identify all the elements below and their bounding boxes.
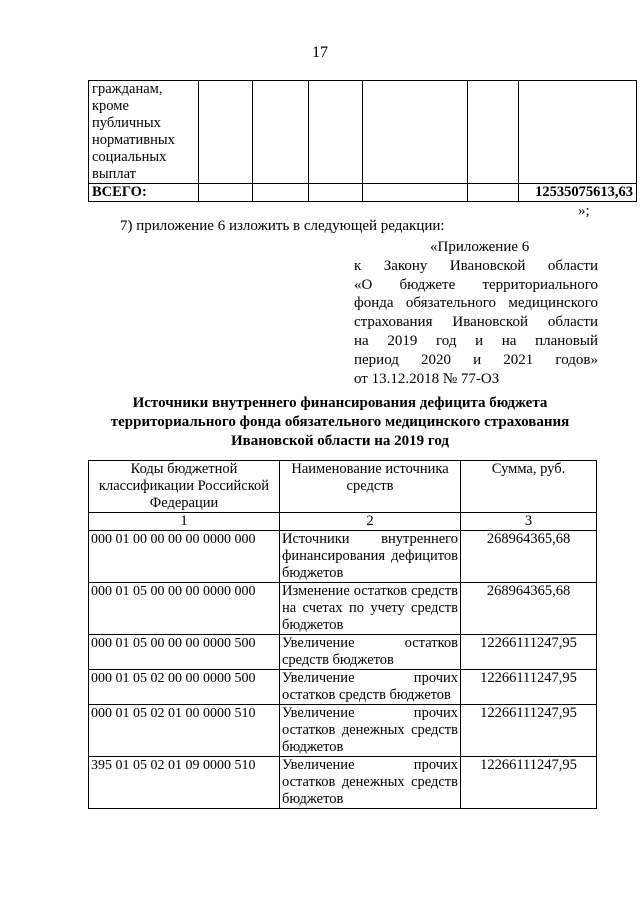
table-row [89, 583, 597, 635]
budget-code: 000 01 00 00 00 00 0000 000 [89, 531, 280, 583]
column-header: Наименование источника средств [280, 461, 461, 513]
table-cell [253, 81, 309, 184]
document-title [80, 394, 600, 451]
annex-line: на 2019 год и на плановый [354, 332, 598, 349]
continuation-table [88, 80, 637, 202]
total-value: 12535075613,63 [519, 184, 637, 202]
source-name: Увеличение прочих остатков денежных средств бюджетов [280, 705, 461, 757]
annex-line: «Приложение 6 [430, 239, 530, 255]
table-row [89, 635, 597, 670]
source-name: Источники внутреннего финансирования дефицитов бюджетов [280, 531, 461, 583]
amount: 268964365,68 [461, 531, 597, 583]
budget-code: 000 01 05 02 01 00 0000 510 [89, 705, 280, 757]
title-line: территориального фонда обязательного медицинского страхования [110, 414, 570, 430]
table-row [89, 531, 597, 583]
page-number: 17 [312, 44, 328, 61]
column-number: 1 [89, 513, 280, 531]
table-row [89, 757, 597, 809]
annex-line: период 2020 и 2021 годов» [354, 351, 598, 368]
table-cell [309, 184, 363, 202]
annex-line: «О бюджете территориального [354, 276, 598, 293]
table-cell [468, 184, 519, 202]
amount: 12266111247,95 [461, 705, 597, 757]
column-header: Сумма, руб. [461, 461, 597, 513]
column-number: 3 [461, 513, 597, 531]
title-line: Ивановской области на 2019 год [230, 433, 449, 449]
table-row [89, 670, 597, 705]
closing-quote: »; [578, 203, 590, 219]
annex-line: к Закону Ивановской области [354, 257, 598, 274]
budget-code: 000 01 05 00 00 00 0000 500 [89, 635, 280, 670]
table-cell [468, 81, 519, 184]
table-cell [363, 184, 468, 202]
amount: 12266111247,95 [461, 670, 597, 705]
source-name: Изменение остатков средств на счетах по учету средств бюджетов [280, 583, 461, 635]
table-row [89, 81, 637, 184]
total-label: ВСЕГО: [89, 184, 199, 202]
budget-code: 395 01 05 02 01 09 0000 510 [89, 757, 280, 809]
table-cell [199, 81, 253, 184]
title-line: Источники внутреннего финансирования дефицита бюджета [132, 395, 548, 411]
amount: 268964365,68 [461, 583, 597, 635]
annex-line: фонда обязательного медицинского [354, 295, 598, 312]
source-name: Увеличение прочих остатков денежных средств бюджетов [280, 757, 461, 809]
column-number-row [89, 513, 597, 531]
source-name: Увеличение остатков средств бюджетов [280, 635, 461, 670]
table-cell: гражданам, кроме публичных нормативных социальных выплат [89, 81, 199, 184]
annex-line: страхования Ивановской области [354, 314, 598, 331]
total-row [89, 184, 637, 202]
annex-reference [354, 238, 598, 388]
instruction-text: 7) приложение 6 изложить в следующей редакции: [120, 218, 445, 234]
amount: 12266111247,95 [461, 635, 597, 670]
budget-code: 000 01 05 00 00 00 0000 000 [89, 583, 280, 635]
annex-line: от 13.12.2018 № 77-ОЗ [354, 370, 500, 387]
header-row [89, 461, 597, 513]
amount: 12266111247,95 [461, 757, 597, 809]
column-number: 2 [280, 513, 461, 531]
source-name: Увеличение прочих остатков средств бюджетов [280, 670, 461, 705]
table-cell [253, 184, 309, 202]
table-cell [309, 81, 363, 184]
budget-code: 000 01 05 02 00 00 0000 500 [89, 670, 280, 705]
table-row [89, 705, 597, 757]
table-cell [363, 81, 468, 184]
table-cell [519, 81, 637, 184]
table-cell [199, 184, 253, 202]
column-header: Коды бюджетной классификации Российской Федерации [89, 461, 280, 513]
financing-sources-table [88, 460, 597, 809]
